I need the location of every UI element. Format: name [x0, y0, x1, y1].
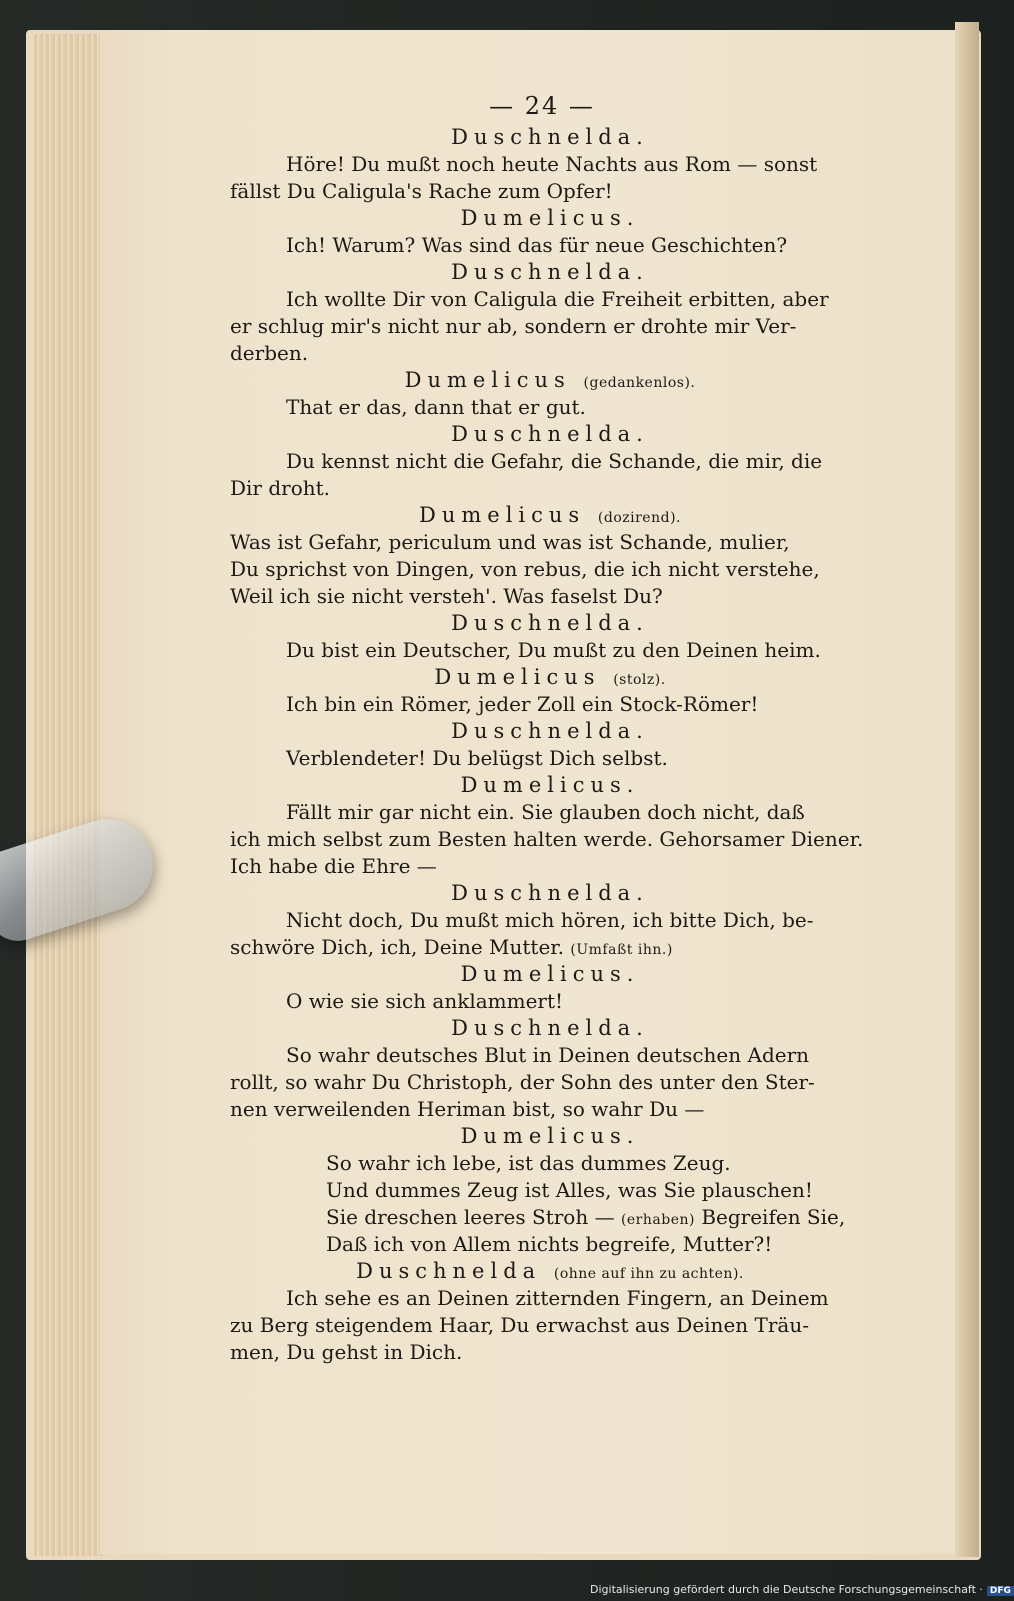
text-line	[230, 556, 870, 583]
line-text: Dir droht.	[230, 476, 331, 500]
text-lines	[230, 124, 870, 1366]
text-line	[230, 394, 870, 421]
text-line	[230, 934, 870, 961]
speaker-name	[230, 502, 870, 529]
book-page-edges	[34, 34, 106, 1556]
speaker-name	[230, 367, 870, 394]
stage-direction: (stolz).	[613, 672, 666, 688]
line-text: Du kennst nicht die Gefahr, die Schande, die mir, die	[286, 449, 823, 473]
text-line	[230, 1231, 870, 1258]
stage-direction: (Umfaßt ihn.)	[570, 942, 673, 958]
line-text: Dumelicus.	[460, 962, 640, 986]
line-text: Duschnelda.	[451, 422, 649, 446]
line-text: rollt, so wahr Du Christoph, der Sohn des unter den Ster-	[230, 1070, 815, 1094]
line-text: So wahr ich lebe, ist das dummes Zeug.	[326, 1151, 731, 1175]
stage-direction: (dozirend).	[597, 510, 681, 526]
line-text-continued: Begreifen Sie,	[701, 1205, 846, 1229]
speaker-name	[230, 772, 870, 799]
text-line	[230, 313, 870, 340]
line-text: Daß ich von Allem nichts begreife, Mutter?!	[326, 1232, 773, 1256]
stage-direction: (gedankenlos).	[583, 375, 696, 391]
line-text: Duschnelda.	[451, 719, 649, 743]
page-number: — 24 —	[489, 92, 595, 120]
speaker-name	[230, 880, 870, 907]
text-line	[230, 1285, 870, 1312]
speaker-name	[230, 718, 870, 745]
text-line	[230, 1204, 870, 1231]
speaker-name	[230, 961, 870, 988]
line-text: er schlug mir's nicht nur ab, sondern er drohte mir Ver-	[230, 314, 797, 338]
text-line	[230, 1042, 870, 1069]
line-text: Dumelicus	[434, 665, 601, 689]
line-text: Duschnelda	[356, 1259, 542, 1283]
text-line	[230, 475, 870, 502]
line-text: derben.	[230, 341, 309, 365]
text-line	[230, 988, 870, 1015]
line-text: That er das, dann that er gut.	[286, 395, 586, 419]
text-line	[230, 826, 870, 853]
line-text: Dumelicus.	[460, 206, 640, 230]
line-text: Dumelicus.	[460, 773, 640, 797]
dfg-logo: DFG	[987, 1586, 1014, 1596]
text-line	[230, 448, 870, 475]
line-text: Duschnelda.	[451, 611, 649, 635]
line-text: So wahr deutsches Blut in Deinen deutschen Adern	[286, 1043, 810, 1067]
text-line	[230, 1339, 870, 1366]
line-text: Verblendeter! Du belügst Dich selbst.	[286, 746, 668, 770]
line-text: Dumelicus	[419, 503, 586, 527]
line-text: Duschnelda.	[451, 1016, 649, 1040]
line-text: Ich! Warum? Was sind das für neue Geschichten?	[286, 233, 788, 257]
speaker-name	[230, 421, 870, 448]
line-text: Ich bin ein Römer, jeder Zoll ein Stock-Römer!	[286, 692, 759, 716]
stage-direction: (erhaben)	[620, 1212, 695, 1228]
line-text: schwöre Dich, ich, Deine Mutter.	[230, 935, 565, 959]
text-line	[230, 151, 870, 178]
text-line	[230, 907, 870, 934]
line-text: ich mich selbst zum Besten halten werde. Gehorsamer Diener.	[230, 827, 864, 851]
speaker-name	[230, 1015, 870, 1042]
text-line	[230, 637, 870, 664]
text-line	[230, 1150, 870, 1177]
text-line	[230, 853, 870, 880]
line-text: Weil ich sie nicht versteh'. Was faselst Du?	[230, 584, 663, 608]
line-text: Duschnelda.	[451, 260, 649, 284]
text-line	[230, 529, 870, 556]
line-text: O wie sie sich anklammert!	[286, 989, 564, 1013]
line-text: Was ist Gefahr, periculum und was ist Schande, mulier,	[230, 530, 790, 554]
line-text: fällst Du Caligula's Rache zum Opfer!	[230, 179, 613, 203]
speaker-name	[230, 610, 870, 637]
text-line	[230, 583, 870, 610]
line-text: Höre! Du mußt noch heute Nachts aus Rom — sonst	[286, 152, 818, 176]
stage-direction: (ohne auf ihn zu achten).	[553, 1266, 744, 1282]
line-text: Ich wollte Dir von Caligula die Freiheit erbitten, aber	[286, 287, 829, 311]
line-text: zu Berg steigendem Haar, Du erwachst aus Deinen Träu-	[230, 1313, 809, 1337]
footer-credit	[590, 1583, 1011, 1599]
line-text: Fällt mir gar nicht ein. Sie glauben doch nicht, daß	[286, 800, 805, 824]
line-text: nen verweilenden Heriman bist, so wahr Du —	[230, 1097, 705, 1121]
line-text: Duschnelda.	[451, 881, 649, 905]
text-line	[230, 178, 870, 205]
text-line	[230, 1069, 870, 1096]
speaker-name	[230, 664, 870, 691]
line-text: Duschnelda.	[451, 125, 649, 149]
line-text: Dumelicus.	[460, 1124, 640, 1148]
text-line	[230, 1312, 870, 1339]
text-line	[230, 286, 870, 313]
speaker-name	[230, 259, 870, 286]
line-text: Sie dreschen leeres Stroh —	[326, 1205, 615, 1229]
text-line	[230, 1096, 870, 1123]
speaker-name	[230, 205, 870, 232]
text-line	[230, 340, 870, 367]
speaker-name	[230, 124, 870, 151]
text-line	[230, 799, 870, 826]
line-text: Ich habe die Ehre —	[230, 854, 437, 878]
text-line	[230, 691, 870, 718]
text-line	[230, 745, 870, 772]
line-text: men, Du gehst in Dich.	[230, 1340, 463, 1364]
line-text: Und dummes Zeug ist Alles, was Sie plauschen!	[326, 1178, 813, 1202]
speaker-name	[230, 1258, 870, 1285]
line-text: Du bist ein Deutscher, Du mußt zu den Deinen heim.	[286, 638, 821, 662]
text-line	[230, 1177, 870, 1204]
page-text	[230, 88, 870, 1366]
footer-text: Digitalisierung gefördert durch die Deutsche Forschungsgemeinschaft ·	[590, 1583, 983, 1596]
line-text: Nicht doch, Du mußt mich hören, ich bitte Dich, be-	[286, 908, 814, 932]
book-right-edge	[955, 22, 979, 1557]
line-text: Dumelicus	[404, 368, 571, 392]
speaker-name	[230, 1123, 870, 1150]
line-text: Du sprichst von Dingen, von rebus, die ich nicht verstehe,	[230, 557, 820, 581]
text-line	[230, 232, 870, 259]
line-text: Ich sehe es an Deinen zitternden Fingern, an Deinem	[286, 1286, 829, 1310]
